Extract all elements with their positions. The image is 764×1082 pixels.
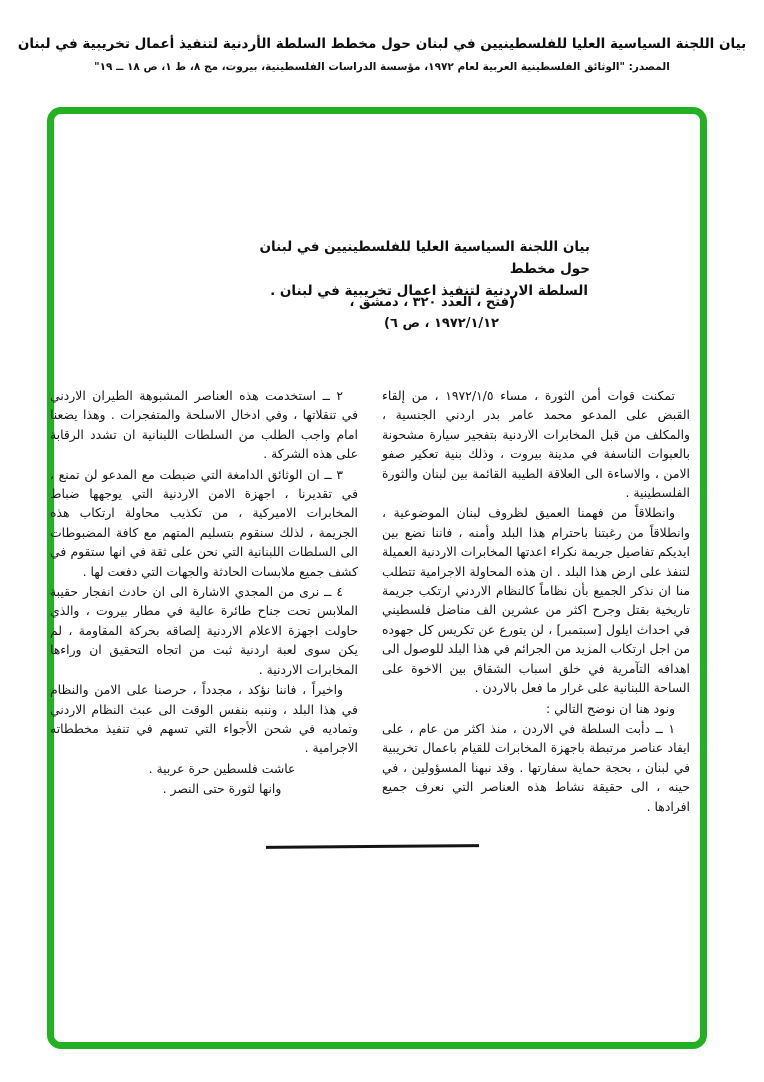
page-content [50,114,700,1042]
paragraph-point-3: ٣ ــ ان الوثائق الدامغة التي ضبطت مع المدعو لن تمنع ، في تقديرنا ، اجهزة الامن الاردنية التي يوجهها ضباط المخابرات الاميركية ، من تكذيب محاولة ارتكاب هذه الجريمة ، لذلك سنقوم بتسليم المتهم مع كافة المضبوطات الى السلطات اللبنانية التي نحن على ثقة في انها ستقوم في كشف جميع ملابسات الحادثة والجهات التي دفعت لها . [50,466,358,579]
scan-header [0,36,764,73]
citation-block [255,292,515,334]
document-source-line: المصدر: "الوثائق الفلسطينية العربية لعام ١٩٧٢، مؤسسة الدراسات الفلسطينية، بيروت، مج ٨، ط ١، ص ١٨ ــ ١٩" [94,61,670,73]
paragraph-conclusion: واخيراً ، فاننا نؤكد ، مجدداً ، حرصنا على الامن والنظام في هذا البلد ، وننبه بنفس الوقت الى عبث النظام الاردني وتماديه في شحن الأجواء التي تسهم في تنفيذ مخططاته الاجرامية . [50,682,358,756]
closing-slogan-1: عاشت فلسطين حرة عربية . [148,760,296,776]
paragraph-point-4: ٤ ــ نرى من المجدي الاشارة الى ان حادث انفجار حقيبة الملابس تحت جناح طائرة عالية في مطار بيروت ، والذي حاولت اجهزة الاعلام الاردنية إلصاقه بحركة المقاومة ، لم يكن سوى لعبة اردنية ثبت من اتجاه التحقيق ان وراءها المخابرات الاردنية . [50,584,358,677]
body-columns [50,386,690,816]
column-left [50,386,358,816]
paragraph-lead-in: ونود هنا ان نوضح التالي : [545,700,675,716]
citation-line-1: (فتح ، العدد ٣٢٠ ، دمشق ، [349,295,515,310]
column-right [382,386,690,816]
paragraph-intro: تمكنت قوات أمن الثورة ، مساء ١٩٧٢/١/٥ ، من إلقاء القبض على المدعو محمد عامر بدر اردني الجنسية ، والمكلف من قبل المخابرات الاردنية بتفجير سيارة مشحونة بالعبوات الناسفة في مدينة بيروت ، وذلك بنية تعكير صفو الامن ، والاساءة الى العلاقة الطيبة القائمة بين لبنان والثورة الفلسطينية . [382,388,690,501]
statement-title-line-1: بيان اللجنة السياسية العليا للفلسطينيين في لبنان حول مخطط [259,239,590,277]
closing-slogan-2: وانها لثورة حتى النصر . [162,781,282,797]
paragraph-point-1: ١ ــ دأبت السلطة في الاردن ، منذ اكثر من عام ، على ايفاد عناصر مرتبطة باجهزة المخابرات للقيام باعمال تخريبية في لبنان ، بحجة حماية سفارتها . وقد نبهنا المسؤولين ، في حينه ، الى حقيقة نشاط هذه العناصر التي نعرف جميع افرادها . [382,720,690,814]
paragraph-context: وانطلاقاً من فهمنا العميق لظروف لبنان الموضوعية ، وانطلاقاً من رغبتنا باحترام هذا البلد وأمنه ، فاننا نضع بين ايديكم تفاصيل جريمة نكراء اعدتها المخابرات الاردنية العميلة لتنفذ على ارض هذا البلد . ان هذه المحاولة الاجرامية تتطلب منا ان نذكر الجميع بأن نظاماً كالنظام الاردني ارتكب جريمة تاريخية بقتل وجرح اكثر من عشرين الف مناضل فلسطيني في احداث ايلول [سبتمبر] ، لن يتورع عن تكريس كل جهوده من اجل ارتكاب المزيد من الجرائم في هذا البلد للوصول الى اهدافه التآمرية في خلق اسباب الشقاق بين الاخوة على الساحة اللبنانية على غرار ما فعل بالاردن . [382,505,690,696]
citation-line-2: ١٩٧٢/١/١٢ ، ص ٦) [384,316,499,331]
statement-title-line-2: السلطة الاردنية لتنفيذ اعمال تخريبية في لبنان . [270,283,588,299]
paragraph-point-2: ٢ ــ استخدمت هذه العناصر المشبوهة الطيران الاردني في تنقلاتها ، وفي ادخال الاسلحة والمتفجرات . وهذا يضعنا امام واجب الطلب من السلطات اللبنانية ان تشدد الرقابة على هذه الشركة . [50,388,358,462]
document-header-title: بيان اللجنة السياسية العليا للفلسطينيين في لبنان حول مخطط السلطة الأردنية لتنفيذ أعمال تخريبية في لبنان [17,36,747,52]
scanned-page [47,107,707,1049]
handwritten-separator-line [266,844,479,848]
